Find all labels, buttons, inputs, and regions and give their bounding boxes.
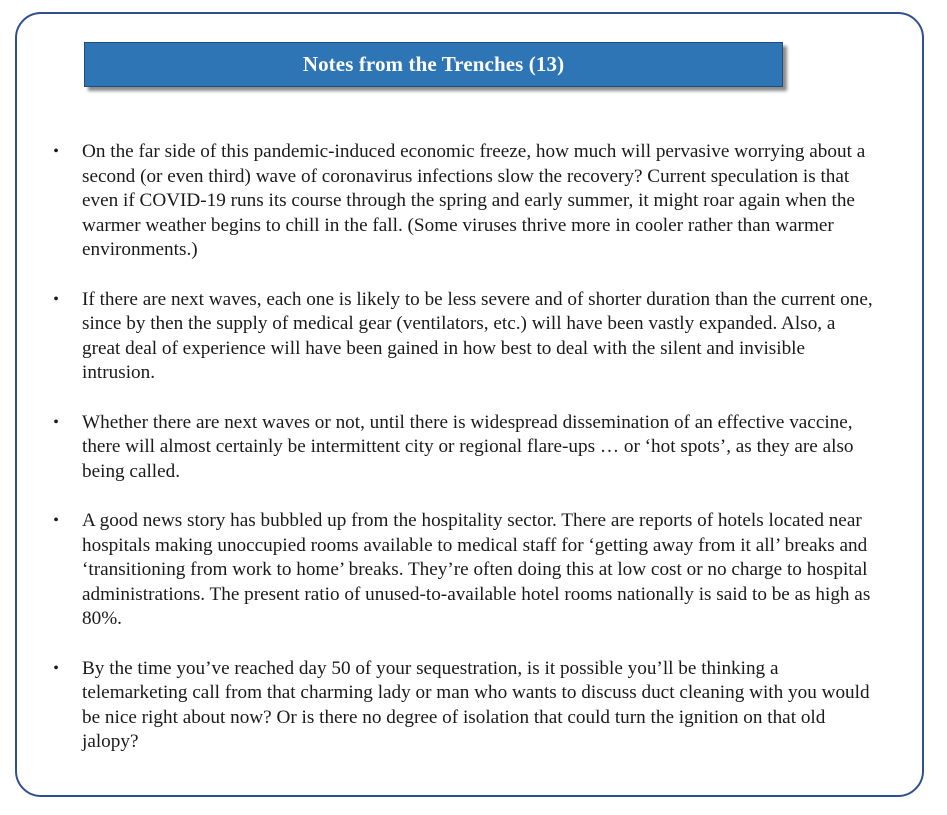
bullet-icon: •	[53, 143, 59, 160]
bullet-item	[48, 657, 878, 755]
bullet-item	[48, 411, 878, 485]
bullet-text: By the time you’ve reached day 50 of your sequestration, is it possible you’ll be thinking a telemarketing call from that charming lady or man who wants to discuss duct cleaning with you would be nice right about now? Or is there no degree of isolation that could turn the ignition on that old jalopy?	[82, 657, 870, 752]
bullet-list	[48, 140, 878, 780]
bullet-item	[48, 140, 878, 263]
bullet-icon: •	[53, 512, 59, 529]
bullet-icon: •	[53, 413, 59, 431]
bullet-text: A good news story has bubbled up from the hospitality sector. There are reports of hotels located near hospitals making unoccupied rooms available to medical staff for ‘getting away from it all’ breaks and ‘transitioning from work to home’ breaks. They’re often doing this at low cost or no charge to hospital administrations. The present ratio of unused-to-available hotel rooms nationally is said to be as high as 80%.	[82, 510, 871, 629]
bullet-icon: •	[53, 659, 59, 677]
bullet-text: Whether there are next waves or not, until there is widespread dissemination of an effective vaccine, there will almost certainly be intermittent city or regional flare-ups … or ‘hot spots’, as they are also being called.	[82, 411, 854, 482]
page-title: Notes from the Trenches (13)	[302, 52, 565, 76]
title-banner	[84, 42, 783, 87]
bullet-icon: •	[53, 290, 59, 308]
bullet-item	[48, 288, 878, 386]
bullet-text: If there are next waves, each one is likely to be less severe and of shorter duration than the current one, since by then the supply of medical gear (ventilators, etc.) will have been vastly expanded. Also, a great deal of experience will have been gained in how best to deal with the silent and invisible intrusion.	[82, 288, 873, 383]
bullet-item	[48, 509, 878, 632]
bullet-text: On the far side of this pandemic-induced economic freeze, how much will pervasive worrying about a second (or even third) wave of coronavirus infections slow the recovery? Current speculation is that even if COVID-19 runs its course through the spring and early summer, it might roar again when the warmer weather begins to chill in the fall. (Some viruses thrive more in cooler rather than warmer environments.)	[82, 141, 866, 260]
